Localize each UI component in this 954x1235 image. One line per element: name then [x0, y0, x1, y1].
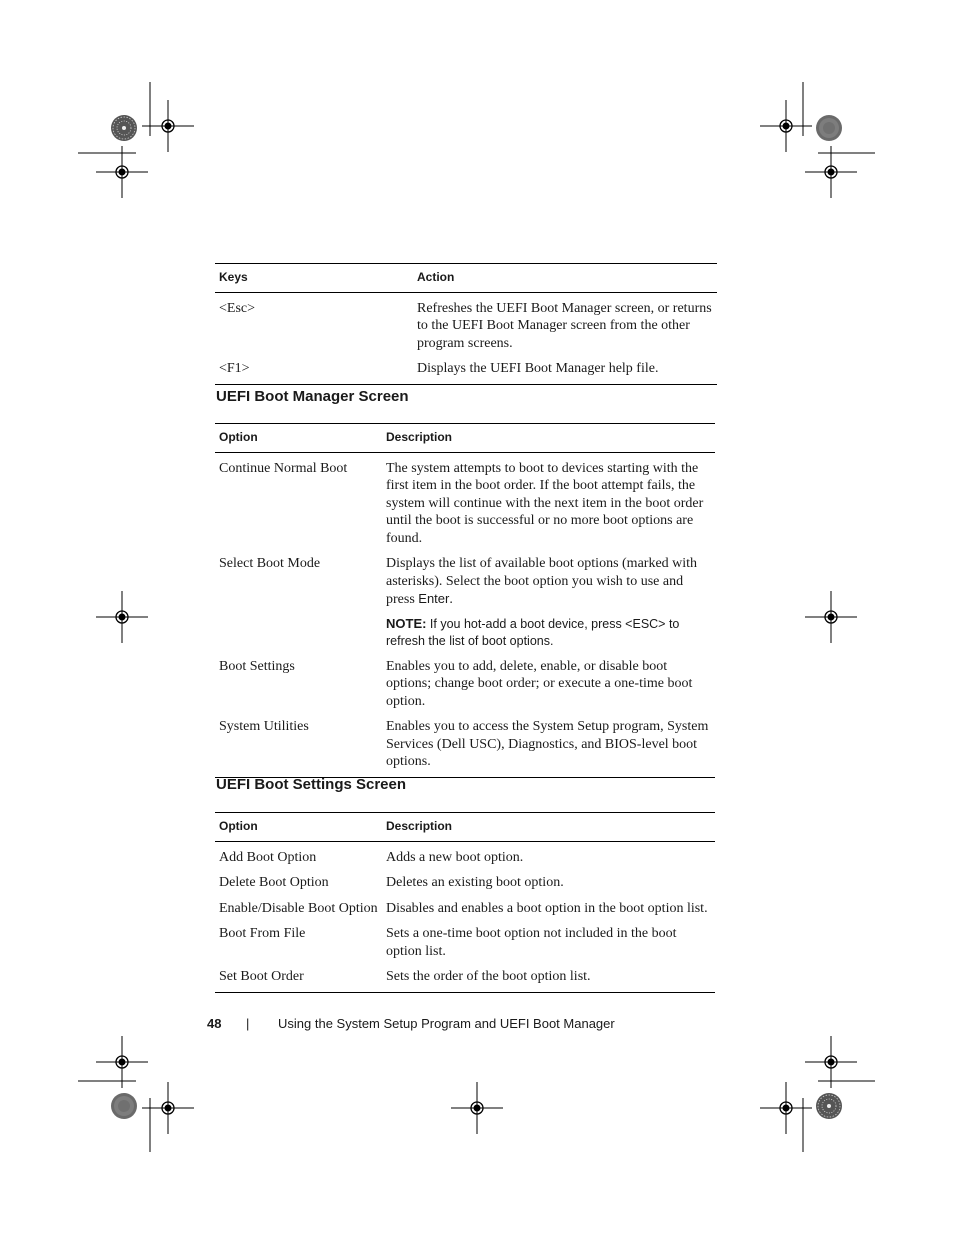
- boot-manager-table: [215, 423, 715, 778]
- page-number: 48: [207, 1016, 222, 1031]
- description-cell: Disables and enables a boot option in the boot option list.: [386, 900, 708, 916]
- option-cell: Boot From File: [219, 926, 306, 941]
- option-cell: System Utilities: [215, 716, 382, 777]
- column-header: Option: [215, 813, 382, 842]
- table-row: [215, 716, 715, 777]
- description-cell: Sets a one-time boot option not included in the boot option list.: [386, 926, 677, 959]
- footer-title: Using the System Setup Program and UEFI Boot Manager: [278, 1016, 615, 1031]
- description-cell: Enables you to add, delete, enable, or disable boot options; change boot order; or execute a one-time boot option.: [386, 658, 693, 709]
- description-cell: Enables you to access the System Setup program, System Services (Dell USC), Diagnostics, and BIOS-level boot options.: [382, 716, 715, 777]
- action-cell: Displays the UEFI Boot Manager help file.: [413, 358, 717, 384]
- description-cell: Deletes an existing boot option.: [386, 875, 564, 890]
- table-row: [215, 452, 715, 553]
- column-header: Keys: [215, 264, 413, 293]
- table-row: [215, 358, 717, 384]
- option-cell: Enable/Disable Boot Option: [219, 900, 378, 916]
- table-row: [215, 923, 715, 966]
- column-header: Description: [382, 813, 715, 842]
- note-label: NOTE:: [386, 615, 427, 631]
- table-row: [215, 872, 715, 898]
- table-header-row: [215, 424, 715, 453]
- section-heading: UEFI Boot Manager Screen: [216, 388, 409, 405]
- note: [386, 615, 711, 650]
- option-cell: Delete Boot Option: [219, 875, 329, 890]
- description-cell: Sets the order of the boot option list.: [382, 966, 715, 992]
- key-cell: <F1>: [215, 358, 413, 384]
- option-cell: Boot Settings: [219, 658, 295, 674]
- footer-separator: |: [246, 1016, 250, 1031]
- table-row: [215, 841, 715, 872]
- description-post: .: [449, 592, 453, 607]
- table-row: [215, 292, 717, 358]
- boot-settings-table: [215, 812, 715, 993]
- option-cell: Add Boot Option: [219, 849, 317, 865]
- table-header-row: [215, 264, 717, 293]
- description-pre: Displays the list of available boot options (marked with asterisks). Select the boot option you wish to use and press: [386, 556, 698, 607]
- section-heading: UEFI Boot Settings Screen: [216, 776, 407, 793]
- description-cell: Adds a new boot option.: [386, 849, 524, 865]
- option-cell: Continue Normal Boot: [219, 460, 348, 476]
- description-cell: The system attempts to boot to devices starting with the first item in the boot order. If the boot attempt fails, the system will continue with the next item in the boot order until the boot is successful or no more boot options are found.: [386, 460, 704, 546]
- note-text: If you hot-add a boot device, press <ESC> to refresh the list of boot options.: [386, 616, 680, 648]
- option-cell: Select Boot Mode: [219, 556, 321, 571]
- description-text: [386, 555, 711, 609]
- table-header-row: [215, 813, 715, 842]
- column-header: Option: [215, 424, 382, 453]
- table-row: [215, 656, 715, 717]
- key-cell: <Esc>: [219, 300, 256, 316]
- keys-table: [215, 263, 717, 385]
- option-cell: Set Boot Order: [215, 966, 382, 992]
- action-cell: Refreshes the UEFI Boot Manager screen, or returns to the UEFI Boot Manager screen from the other program screens.: [417, 300, 712, 351]
- table-row: [215, 898, 715, 924]
- description-cell: [382, 553, 715, 656]
- column-header: Description: [382, 424, 715, 453]
- column-header: Action: [413, 264, 717, 293]
- table-row: [215, 553, 715, 656]
- table-row: [215, 966, 715, 992]
- enter-key: Enter: [418, 591, 450, 606]
